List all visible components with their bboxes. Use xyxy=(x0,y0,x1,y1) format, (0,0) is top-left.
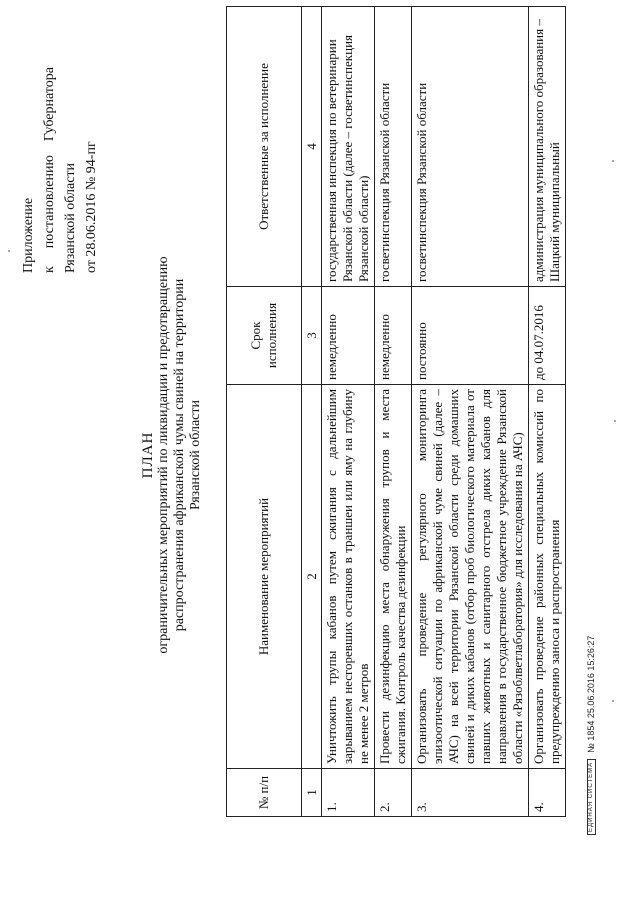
row-responsible: госветинспекция Рязанской области xyxy=(412,7,529,287)
table-row xyxy=(529,7,566,817)
row-responsible: государственная инспекция по ветеринарии Рязанской области (далее – госветинспекция Рязанской области) xyxy=(322,7,375,287)
row-measure: Провести дезинфекцию места обнаружения трупов и места сжигания. Контроль качества дезинфекции xyxy=(375,385,412,769)
row-responsible: госветинспекция Рязанской области xyxy=(375,7,412,287)
approval-line-decree xyxy=(39,33,60,273)
table-column-number-row xyxy=(302,7,322,817)
header-responsible: Ответственные за исполнение xyxy=(227,7,302,287)
approval-prefix: к xyxy=(42,266,57,273)
table-row xyxy=(375,7,412,817)
row-deadline: постоянно xyxy=(412,287,529,385)
title-line-2: распространения африканской чумы свиней на территории xyxy=(172,278,187,632)
approval-word-decree: постановлению xyxy=(42,155,57,249)
row-deadline: немедленно xyxy=(375,287,412,385)
table-header-row xyxy=(227,7,302,817)
column-number: 4 xyxy=(302,7,322,287)
header-number: № п/п xyxy=(227,769,302,817)
header-measure: Наименование мероприятий xyxy=(227,385,302,769)
title-heading: ПЛАН xyxy=(140,431,156,479)
row-number: 2. xyxy=(375,769,412,817)
row-deadline: до 04.07.2016 xyxy=(529,287,566,385)
column-number: 1 xyxy=(302,769,322,817)
row-deadline: немедленно xyxy=(322,287,375,385)
table-row xyxy=(412,7,529,817)
header-deadline: Срок исполнения xyxy=(227,287,302,385)
registration-footer xyxy=(586,636,596,835)
row-responsible: администрация муниципального образования – Шацкий муниципальный xyxy=(529,7,566,287)
table-row xyxy=(322,7,375,817)
approval-line-date: от 28.06.2016 № 94-пг xyxy=(84,141,99,273)
registration-number: № 1854 25.06.2016 15:26:27 xyxy=(586,635,596,753)
title-line-3: Рязанской области xyxy=(188,399,203,511)
document-title xyxy=(140,155,204,755)
row-number: 4. xyxy=(529,769,566,817)
approval-line-appendix: Приложение xyxy=(21,197,36,273)
row-measure: Организовать проведение регулярного мониторинга эпизоотической ситуации по африканской чуме свиней (далее – АЧС) на всей территории Рязанской области среди домашних свиней и диких кабанов (отбор проб биологического материала от павших животных и санитарного отстрела диких кабанов для направления в государственное бюджетное учреждение Рязанской области «Рязоблветлаборатория» для исследования на АЧС) xyxy=(412,385,529,769)
row-measure: Уничтожить трупы кабанов путем сжигания с дальнейшим зарыванием несгоревших останков в траншеи или яму на глубину не менее 2 метров xyxy=(322,385,375,769)
row-number: 3. xyxy=(412,769,529,817)
approval-block xyxy=(18,33,102,273)
approval-line-region: Рязанской области xyxy=(63,162,78,273)
plan-table xyxy=(226,6,566,817)
title-line-1: ограничительных мероприятий по ликвидации и предотвращению xyxy=(156,256,171,654)
row-measure: Организовать проведение районных специальных комиссий по предупреждению заноса и распространения xyxy=(529,385,566,769)
registry-stamp: ЕДИНАЯ СИСТЕМА xyxy=(587,759,596,835)
column-number: 2 xyxy=(302,385,322,769)
column-number: 3 xyxy=(302,287,322,385)
approval-word-governor: Губернатора xyxy=(42,67,57,142)
row-number: 1. xyxy=(322,769,375,817)
